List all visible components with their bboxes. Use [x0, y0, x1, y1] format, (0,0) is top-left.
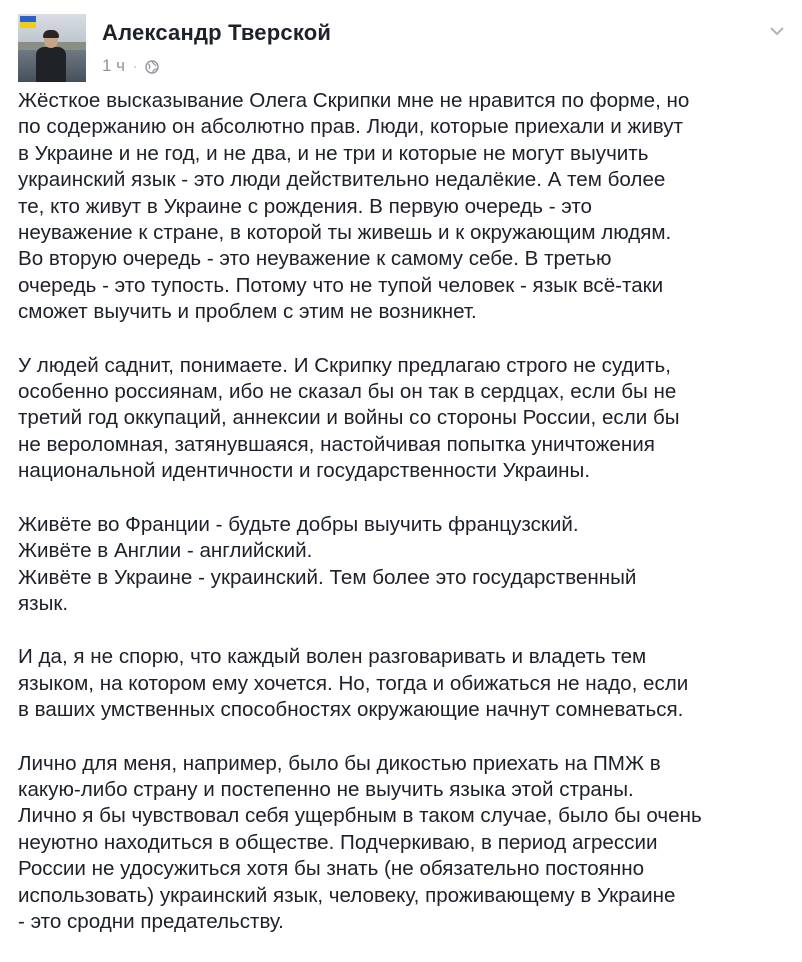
author-avatar[interactable]: [18, 14, 86, 82]
author-name[interactable]: Александр Тверской: [102, 20, 332, 45]
post-paragraph-4: И да, я не спорю, что каждый волен разговаривать и владеть тем языком, на котором ему хочется. Но, тогда и обижаться не надо, если в ваших умственных способностях окружающие начнут сомневаться.: [18, 645, 689, 722]
post-paragraph-3: Живёте во Франции - будьте добры выучить французский. Живёте в Англии - английский. Живёте в Украине - украинский. Тем более это государственный язык.: [18, 512, 637, 615]
post-paragraph-1: Жёсткое высказывание Олега Скрипки мне не нравится по форме, но по содержанию он абсолютно прав. Люди, которые приехали и живут в Украине и не год, и не два, и не три и которые не могут выучить украинский язык - это люди действительно недалёкие. А тем более те, кто живут в Украине с рождения. В первую очередь - это неуважение к стране, в которой ты живешь и к окружающим людям. Во вторую очередь - это неуважение к самому себе. В третью очередь - это тупость. Потому что не тупой человек - язык всё-таки сможет выучить и проблем с этим не возникнет.: [18, 89, 690, 324]
globe-icon[interactable]: [145, 59, 159, 73]
ukraine-flag-icon-yellow: [20, 22, 36, 28]
post-timestamp[interactable]: 1 ч: [102, 56, 126, 75]
post-paragraph-2: У людей саднит, понимаете. И Скрипку предлагаю строго не судить, особенно россиянам, ибо не сказал бы он так в сердцах, если бы не третий год оккупаций, аннексии и войны со стороны России, если бы не вероломная, затянувшаяся, настойчивая попытка уничтожения национальной идентичности и государственности Украины.: [18, 353, 680, 483]
post-header: [18, 14, 784, 84]
meta-separator-dot: ·: [133, 59, 138, 73]
post-body: [18, 88, 790, 962]
post-paragraph-5: Лично для меня, например, было бы дикостью приехать на ПМЖ в какую-либо страну и постепенно не выучить языка этой страны. Лично я бы чувствовал себя ущербным в таком случае, было бы очень неуютно находиться в обществе. Подчеркиваю, в период агрессии России не удосужиться хотя бы знать (не обязательно постоянно использовать) украинский язык, человеку, проживающему в Украине - это сродни предательству.: [18, 751, 702, 933]
post-meta: [102, 56, 159, 76]
avatar-person-hair: [43, 30, 59, 38]
chevron-down-icon[interactable]: [766, 20, 788, 42]
avatar-person-body: [36, 47, 66, 82]
